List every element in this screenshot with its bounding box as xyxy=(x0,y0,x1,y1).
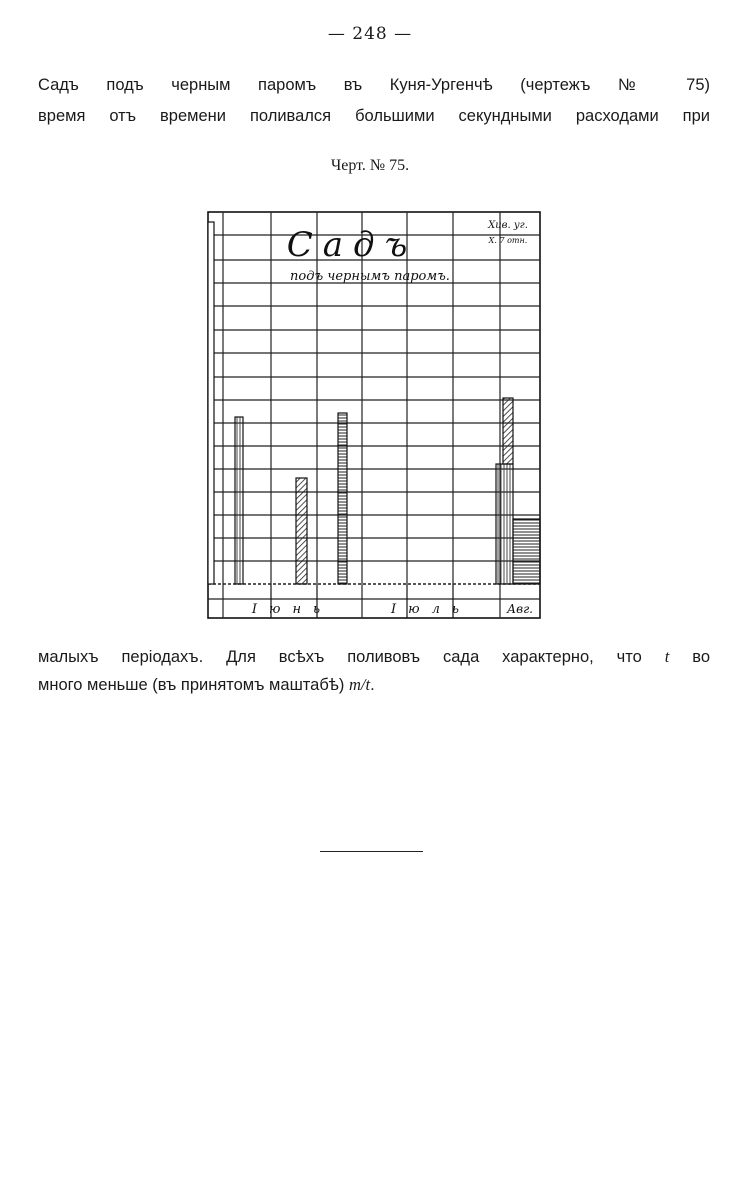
paragraph-2-line-2-text: много меньше (въ принятомъ маштабѣ) xyxy=(38,676,349,694)
page-number: — 248 — xyxy=(327,24,413,44)
paragraph-1 xyxy=(38,70,710,132)
corner-note-1: Хив. уг. xyxy=(488,220,528,231)
bar-3 xyxy=(338,413,347,584)
paragraph-1-line-1: Садъ подъ черным паромъ въ Куня-Ургенчѣ (чертежъ № 75) xyxy=(38,76,710,94)
paragraph-2-line-1-end: во xyxy=(669,648,711,666)
bar-4 xyxy=(496,464,513,584)
section-divider-rule xyxy=(320,851,423,852)
figure-caption: Черт. № 75. xyxy=(330,157,410,174)
figure-grid-horizontal xyxy=(208,235,540,599)
paragraph-2-line-2-end: . xyxy=(370,676,375,694)
month-label-june: Іюнь xyxy=(251,602,333,617)
bar-4-top xyxy=(503,398,513,464)
figure-drawing xyxy=(200,210,542,620)
corner-note-2: Х. 7 отн. xyxy=(488,236,528,245)
bar-1 xyxy=(235,417,243,584)
symbol-t: t xyxy=(664,647,670,666)
symbol-m-over-t: m/t xyxy=(349,675,371,694)
paragraph-2-line-2 xyxy=(38,671,710,699)
month-label-july: Іюль xyxy=(391,602,471,617)
paragraph-1-line-2: время отъ времени поливался большими секундными расходами при xyxy=(38,107,710,125)
paragraph-2-line-1 xyxy=(38,643,710,671)
figure-subtitle: подъ чернымъ паромъ. xyxy=(290,269,450,284)
scale-bar xyxy=(208,222,214,584)
figure-title: Садъ xyxy=(286,225,418,265)
month-label-aug: Авг. xyxy=(507,602,533,616)
bar-5 xyxy=(513,519,540,584)
paragraph-2-emphasis: малыхъ періодахъ. xyxy=(38,648,204,666)
figure-svg xyxy=(200,210,542,620)
paragraph-2 xyxy=(38,643,710,699)
paragraph-2-line-1-text: Для всѣхъ поливовъ сада характерно, что xyxy=(203,648,665,666)
bar-2 xyxy=(296,478,307,584)
